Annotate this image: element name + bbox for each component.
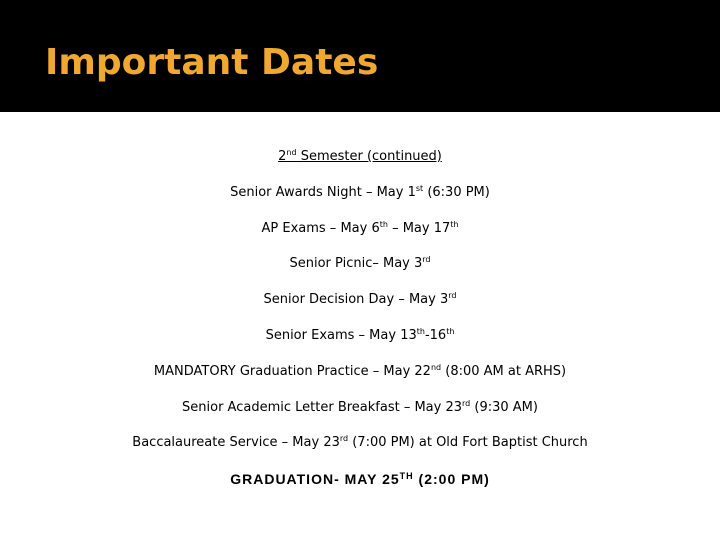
ordinal-suffix: th (416, 326, 425, 336)
ordinal-suffix: rd (462, 398, 471, 408)
ordinal-suffix: TH (399, 471, 414, 482)
line-text: MANDATORY Graduation Practice – May 22 (153, 363, 431, 379)
line-text: GRADUATION- MAY 25 (230, 471, 400, 488)
ordinal-suffix: nd (430, 362, 442, 372)
line-text: Senior Decision Day – May 3 (263, 292, 449, 308)
date-line-decision-day (0, 286, 720, 322)
ordinal-suffix: rd (339, 434, 349, 444)
date-line-graduation (0, 465, 720, 501)
line-text: – May 17 (387, 220, 451, 236)
line-text: -16 (424, 327, 447, 343)
page-title: Important Dates (45, 42, 379, 83)
line-text: (7:00 PM) at Old Fort Baptist Church (348, 435, 588, 451)
line-text: AP Exams – May 6 (261, 220, 380, 236)
ordinal-suffix: rd (422, 255, 431, 265)
ordinal-suffix: st (415, 183, 424, 193)
dates-list (0, 143, 720, 501)
ordinal-suffix: th (450, 219, 459, 229)
line-text: (9:30 AM) (470, 399, 538, 415)
date-line-senior-exams (0, 322, 720, 358)
line-text: (2:00 PM) (413, 471, 490, 488)
semester-heading (0, 143, 720, 179)
line-text: Semester (continued) (296, 149, 442, 164)
ordinal-suffix: th (379, 219, 388, 229)
ordinal-suffix: nd (286, 148, 297, 157)
line-text: 2 (278, 149, 287, 164)
ordinal-suffix: th (446, 326, 455, 336)
line-text: (6:30 PM) (423, 184, 490, 200)
date-line-awards-night (0, 179, 720, 215)
line-text: Senior Picnic– May 3 (289, 256, 423, 272)
line-text: (8:00 AM at ARHS) (441, 363, 567, 379)
line-text: Senior Exams – May 13 (265, 327, 417, 343)
date-line-ap-exams (0, 215, 720, 251)
date-line-graduation-practice (0, 358, 720, 394)
title-bar (0, 0, 720, 112)
line-text: Senior Awards Night – May 1 (230, 184, 416, 200)
date-line-letter-breakfast (0, 394, 720, 430)
date-line-baccalaureate (0, 429, 720, 465)
ordinal-suffix: rd (448, 291, 457, 301)
line-text: Senior Academic Letter Breakfast – May 23 (182, 399, 463, 415)
line-text: Baccalaureate Service – May 23 (132, 435, 340, 451)
date-line-senior-picnic (0, 250, 720, 286)
